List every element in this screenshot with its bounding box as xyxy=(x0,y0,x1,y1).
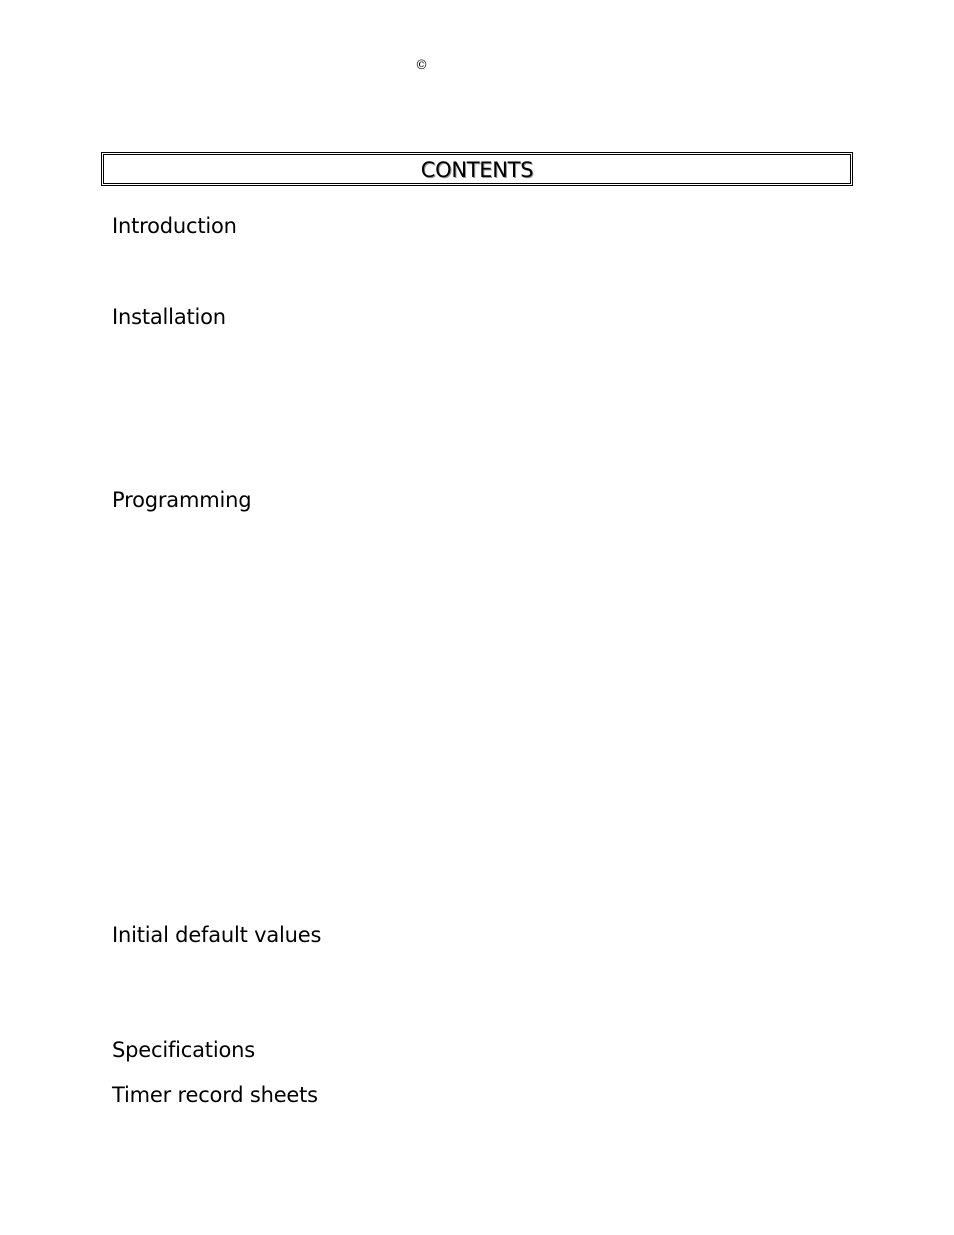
copyright-symbol: © xyxy=(415,58,428,73)
toc-item-timer-record-sheets: Timer record sheets xyxy=(112,1083,318,1107)
contents-header-box xyxy=(101,152,853,186)
toc-item-programming: Programming xyxy=(112,488,252,512)
toc-item-introduction: Introduction xyxy=(112,214,237,238)
contents-title: CONTENTS xyxy=(420,158,534,182)
toc-item-installation: Installation xyxy=(112,305,226,329)
toc-item-specifications: Specifications xyxy=(112,1038,255,1062)
toc-item-initial-default-values: Initial default values xyxy=(112,923,322,947)
